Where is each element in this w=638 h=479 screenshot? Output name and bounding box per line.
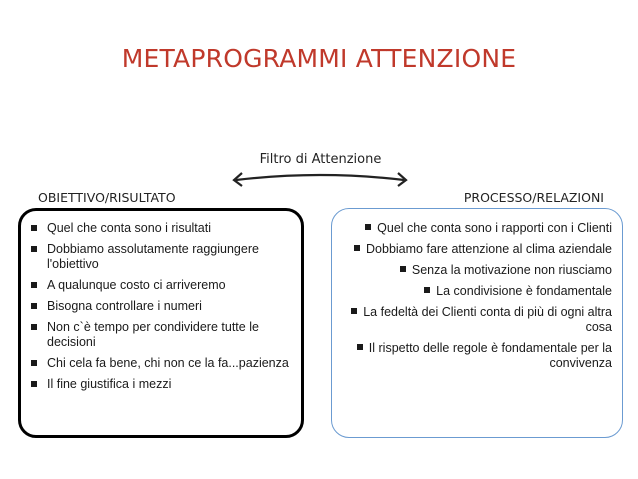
bullet-icon — [354, 245, 360, 251]
list-item-text: Quel che conta sono i rapporti con i Clienti — [377, 221, 612, 235]
bullet-icon — [31, 282, 37, 288]
list-item — [31, 242, 293, 272]
filter-label: Filtro di Attenzione — [259, 152, 382, 167]
bullet-icon — [31, 381, 37, 387]
list-item — [338, 242, 612, 257]
list-item — [338, 305, 612, 335]
left-heading: OBIETTIVO/RISULTATO — [38, 190, 176, 205]
right-heading: PROCESSO/RELAZIONI — [463, 190, 604, 205]
list-item-text: Senza la motivazione non riusciamo — [411, 263, 612, 277]
double-arrow-icon — [228, 168, 412, 188]
list-item-text: Il rispetto delle regole è fondamentale per la convivenza — [368, 341, 612, 370]
bullet-icon — [400, 266, 406, 272]
list-item — [31, 377, 293, 392]
bullet-icon — [365, 224, 371, 230]
list-item-text: Non c`è tempo per condividere tutte le decisioni — [47, 320, 259, 349]
left-list — [31, 221, 293, 392]
list-item — [338, 284, 612, 299]
bullet-icon — [351, 308, 357, 314]
bullet-icon — [31, 303, 37, 309]
list-item-text: Dobbiamo fare attenzione al clima aziendale — [366, 242, 612, 256]
bullet-icon — [31, 360, 37, 366]
right-box — [331, 208, 623, 438]
list-item-text: Chi cela fa bene, chi non ce la fa...pazienza — [47, 356, 289, 370]
list-item-text: Il fine giustifica i mezzi — [47, 377, 172, 391]
bullet-icon — [424, 287, 430, 293]
list-item — [338, 263, 612, 278]
bullet-icon — [31, 246, 37, 252]
list-item — [31, 299, 293, 314]
right-list — [338, 221, 612, 371]
slide-title: METAPROGRAMMI ATTENZIONE — [121, 44, 517, 73]
bullet-icon — [357, 344, 363, 350]
list-item — [31, 221, 293, 236]
list-item — [31, 320, 293, 350]
list-item — [31, 278, 293, 293]
list-item-text: A qualunque costo ci arriveremo — [47, 278, 226, 292]
list-item-text: La condivisione è fondamentale — [436, 284, 612, 298]
list-item — [338, 221, 612, 236]
left-box — [18, 208, 304, 438]
list-item-text: Bisogna controllare i numeri — [47, 299, 202, 313]
list-item-text: Quel che conta sono i risultati — [47, 221, 211, 235]
list-item — [338, 341, 612, 371]
list-item-text: Dobbiamo assolutamente raggiungere l'obiettivo — [47, 242, 259, 271]
bullet-icon — [31, 225, 37, 231]
bullet-icon — [31, 324, 37, 330]
list-item — [31, 356, 293, 371]
list-item-text: La fedeltà dei Clienti conta di più di ogni altra cosa — [363, 305, 612, 334]
